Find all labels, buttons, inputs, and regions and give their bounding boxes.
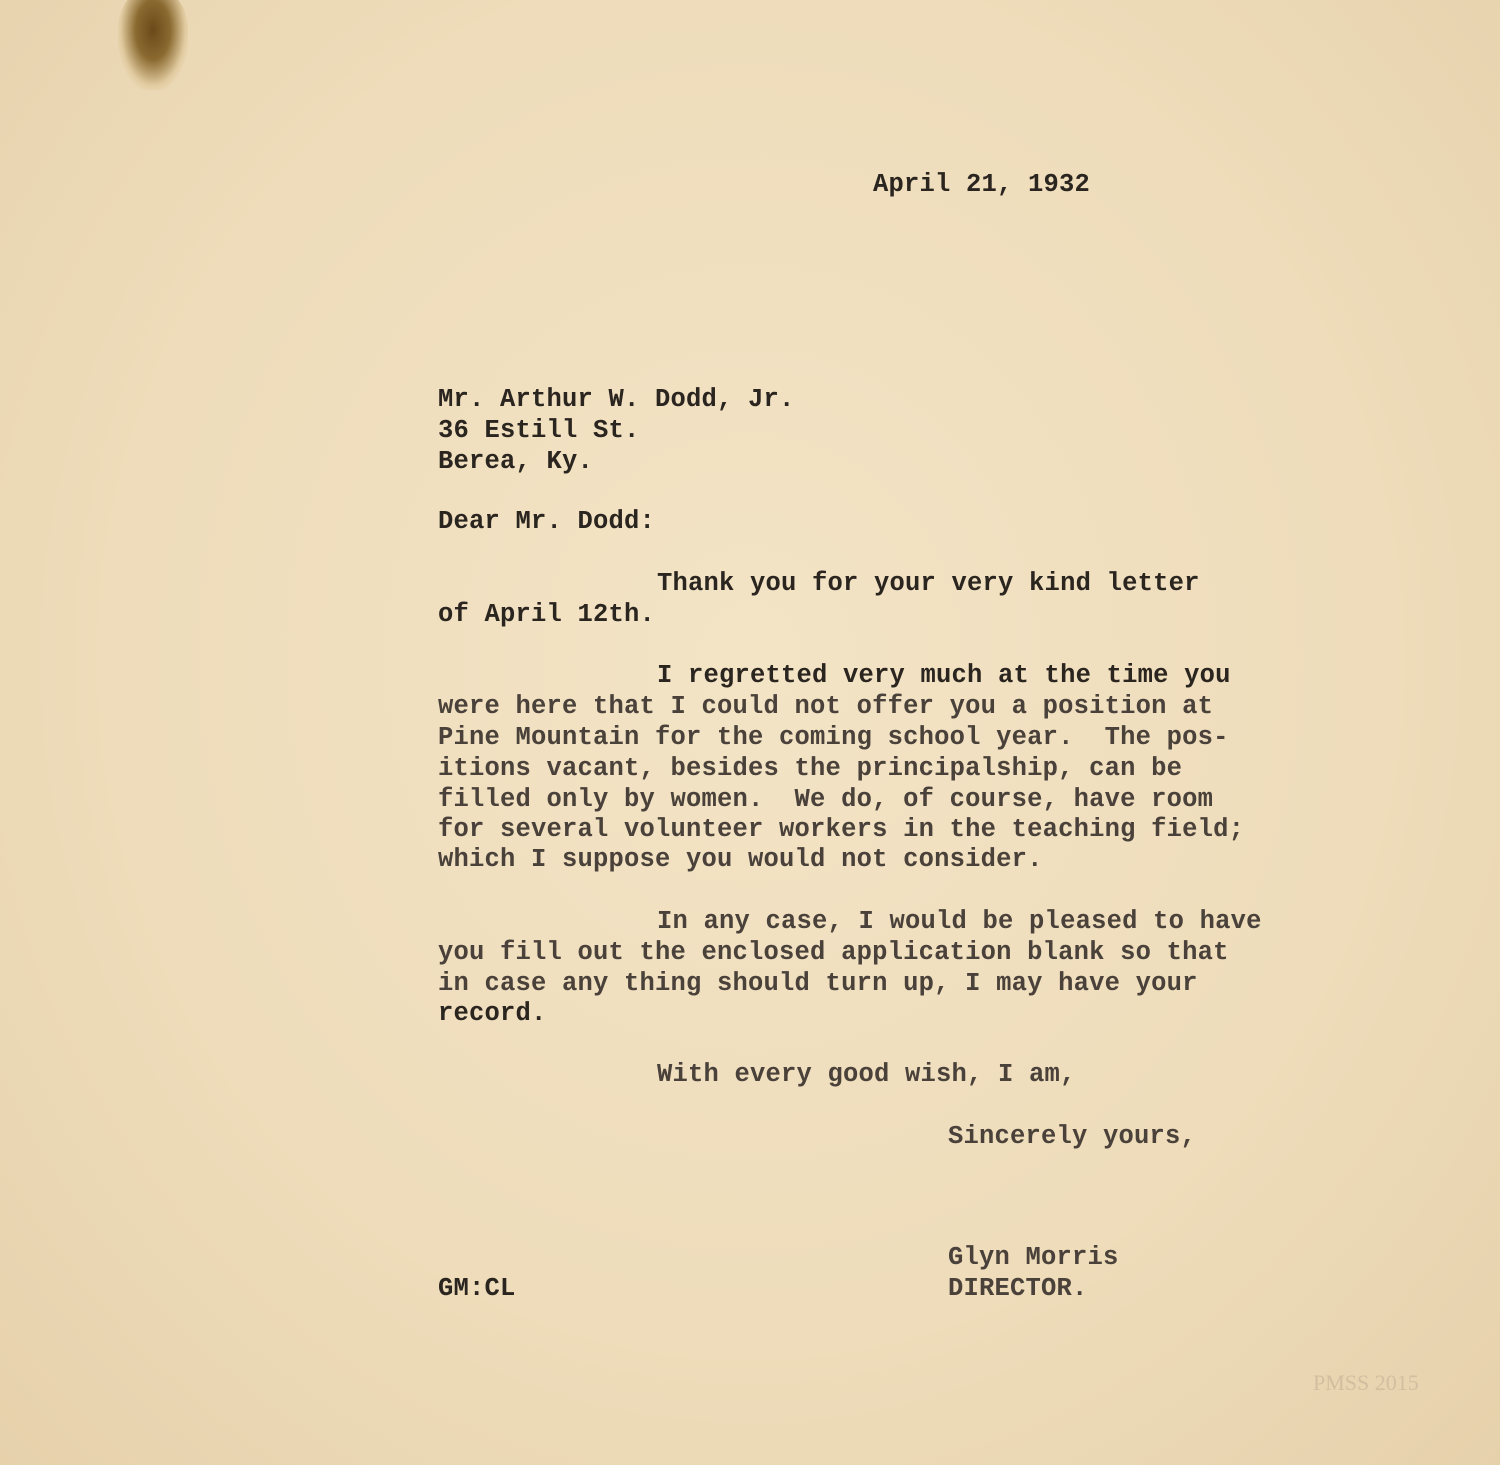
paragraph-line: in case any thing should turn up, I may have your: [438, 969, 1198, 998]
paragraph-line: record.: [438, 999, 547, 1028]
typist-initials: GM:CL: [438, 1274, 516, 1303]
paragraph-line: for several volunteer workers in the teaching field;: [438, 815, 1245, 844]
address-line-name: Mr. Arthur W. Dodd, Jr.: [438, 385, 795, 414]
complimentary-close: Sincerely yours,: [948, 1122, 1197, 1151]
paragraph-line: Pine Mountain for the coming school year. The pos-: [438, 723, 1229, 752]
salutation: Dear Mr. Dodd:: [438, 507, 656, 536]
paragraph-line: Thank you for your very kind letter: [657, 569, 1200, 598]
paragraph-line: of April 12th.: [438, 600, 656, 629]
paragraph-line: In any case, I would be pleased to have: [657, 907, 1262, 936]
signer-name: Glyn Morris: [948, 1243, 1119, 1272]
paragraph-line: filled only by women. We do, of course, have room: [438, 785, 1214, 814]
paragraph-line: were here that I could not offer you a position at: [438, 692, 1214, 721]
archive-watermark: PMSS 2015: [1313, 1370, 1419, 1395]
closing-line: With every good wish, I am,: [657, 1060, 1076, 1089]
address-line-city: Berea, Ky.: [438, 447, 594, 476]
paragraph-line: which I suppose you would not consider.: [438, 845, 1043, 874]
ink-stain: [118, 0, 188, 90]
paragraph-line: you fill out the enclosed application blank so that: [438, 938, 1229, 967]
address-line-street: 36 Estill St.: [438, 416, 640, 445]
paragraph-line: I regretted very much at the time you: [657, 661, 1231, 690]
paragraph-line: itions vacant, besides the principalship, can be: [438, 754, 1183, 783]
signer-title: DIRECTOR.: [948, 1274, 1088, 1303]
letter-date: April 21, 1932: [873, 170, 1091, 199]
